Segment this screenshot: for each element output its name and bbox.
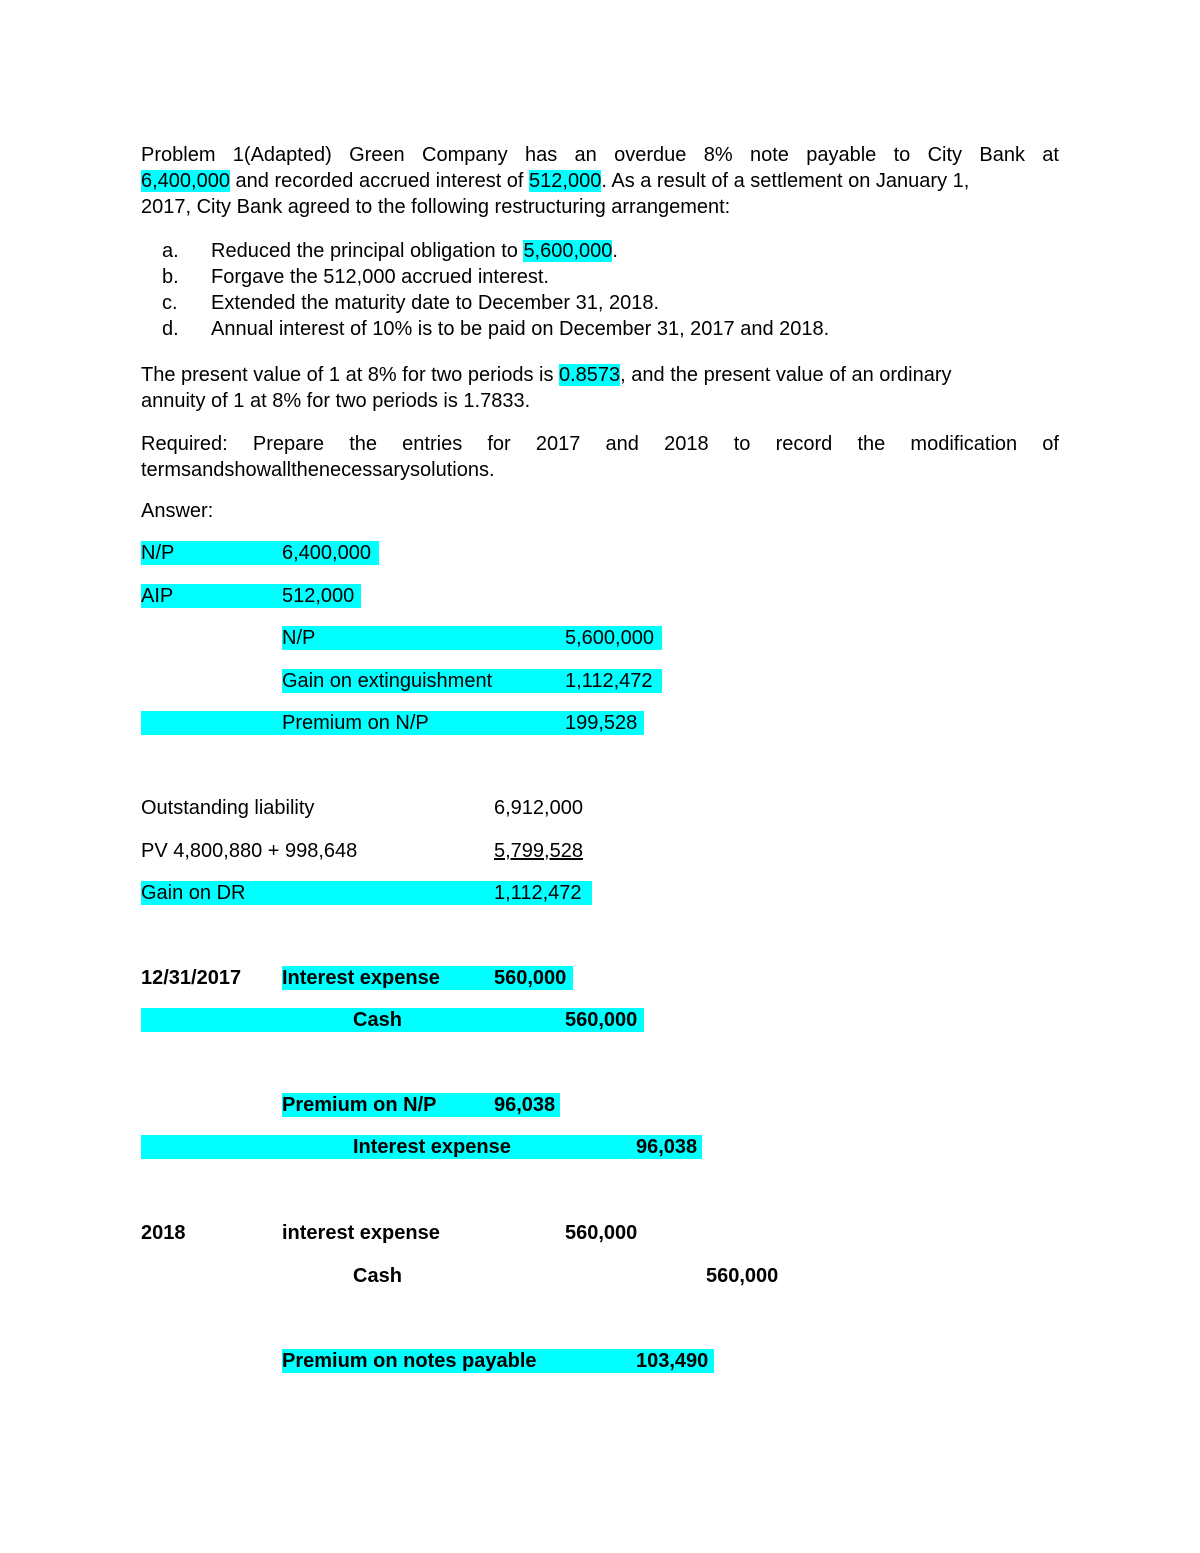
list-text: . xyxy=(612,240,618,262)
highlight-principal: 6,400,000 xyxy=(141,170,230,192)
gain-dr-value: 1,112,472 xyxy=(494,882,582,904)
list-marker: d. xyxy=(162,318,179,340)
premium-credit-value: 199,528 xyxy=(565,712,638,734)
list-item xyxy=(141,238,829,264)
interest-expense-credit-label: Interest expense xyxy=(353,1136,511,1158)
np-debit-label: N/P xyxy=(141,542,175,564)
list-text: Forgave the 512,000 accrued interest. xyxy=(211,266,549,288)
problem-text: . As a result of a settlement on January 1, xyxy=(601,170,970,192)
list-item xyxy=(141,264,829,290)
aip-debit-value: 512,000 xyxy=(282,585,355,607)
required-line-2: termsandshowallthenecessarysolutions. xyxy=(141,459,495,481)
list-marker: c. xyxy=(162,292,178,314)
answer-label: Answer: xyxy=(141,500,214,522)
list-item xyxy=(141,316,829,342)
premium-credit-label: Premium on N/P xyxy=(282,712,429,734)
cash-credit-value: 560,000 xyxy=(565,1009,638,1031)
cash-credit-label: Cash xyxy=(353,1009,402,1031)
interest-expense-credit-value: 96,038 xyxy=(636,1136,698,1158)
problem-line-2 xyxy=(141,168,1059,194)
highlight-pv-factor: 0.8573 xyxy=(559,364,621,386)
outstanding-label: Outstanding liability xyxy=(141,797,315,819)
highlight-reduced-principal: 5,600,000 xyxy=(523,240,613,262)
required-paragraph xyxy=(141,431,1059,483)
highlight-interest: 512,000 xyxy=(529,170,602,192)
np-debit-value: 6,400,000 xyxy=(282,542,371,564)
cash-2018-value: 560,000 xyxy=(706,1265,779,1287)
list-marker: a. xyxy=(162,240,179,262)
pv-text: , and the present value of an ordinary xyxy=(620,364,952,386)
outstanding-value: 6,912,000 xyxy=(494,797,583,819)
list-marker: b. xyxy=(162,266,179,288)
premium-2018-label: Premium on notes payable xyxy=(282,1350,537,1372)
interest-expense-2018-label: interest expense xyxy=(282,1222,440,1244)
interest-expense-debit-label: Interest expense xyxy=(282,967,440,989)
list-item xyxy=(141,290,829,316)
gain-credit-label: Gain on extinguishment xyxy=(282,670,493,692)
date-2018: 2018 xyxy=(141,1222,186,1244)
premium-2018-value: 103,490 xyxy=(636,1350,709,1372)
aip-debit-label: AIP xyxy=(141,585,174,607)
list-text: Reduced the principal obligation to xyxy=(211,240,524,262)
pv-line-1 xyxy=(141,362,1059,388)
arrangement-list xyxy=(141,238,829,342)
interest-expense-2018-value: 560,000 xyxy=(565,1222,638,1244)
premium-debit-label: Premium on N/P xyxy=(282,1094,437,1116)
pv-text: The present value of 1 at 8% for two periods is xyxy=(141,364,559,386)
cash-2018-label: Cash xyxy=(353,1265,402,1287)
required-line-1: Required: Prepare the entries for 2017 and 2018 to record the modification of xyxy=(141,433,1059,455)
np-credit-label: N/P xyxy=(282,627,316,649)
pv-value: 5,799,528 xyxy=(494,840,583,862)
np-credit-value: 5,600,000 xyxy=(565,627,654,649)
pv-label: PV 4,800,880 + 998,648 xyxy=(141,840,358,862)
list-text: Annual interest of 10% is to be paid on December 31, 2017 and 2018. xyxy=(211,318,830,340)
gain-credit-value: 1,112,472 xyxy=(565,670,653,692)
list-text: Extended the maturity date to December 31, 2018. xyxy=(211,292,660,314)
problem-text: and recorded accrued interest of xyxy=(229,170,530,192)
interest-expense-debit-value: 560,000 xyxy=(494,967,567,989)
pv-line-2: annuity of 1 at 8% for two periods is 1.7833. xyxy=(141,390,531,412)
problem-paragraph xyxy=(141,142,1059,220)
date-2017: 12/31/2017 xyxy=(141,967,242,989)
gain-dr-label: Gain on DR xyxy=(141,882,246,904)
problem-line-3: 2017, City Bank agreed to the following restructuring arrangement: xyxy=(141,196,731,218)
premium-debit-value: 96,038 xyxy=(494,1094,556,1116)
pv-paragraph xyxy=(141,362,1059,414)
problem-line-1: Problem 1(Adapted) Green Company has an overdue 8% note payable to City Bank at xyxy=(141,144,1059,166)
